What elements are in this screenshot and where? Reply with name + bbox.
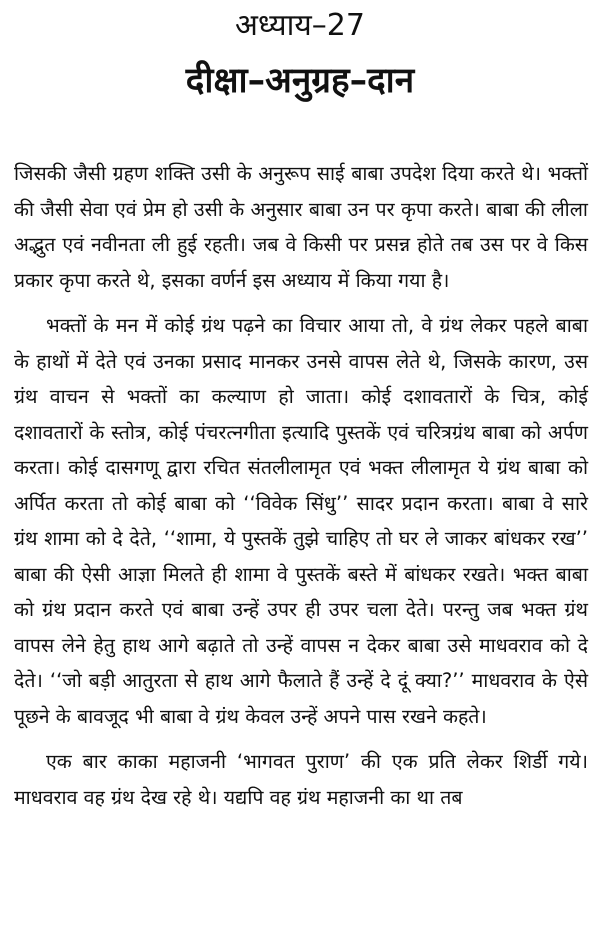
paragraph-intro: जिसकी जैसी ग्रहण शक्ति उसी के अनुरूप साई बाबा उपदेश दिया करते थे। भक्तों की जैसी सेवा एवं प्रेम हो उसी के अनुसार बाबा उन पर कृपा करते। बाबा की लीला अद्भुत एवं नवीनता ली हुई रहती। जब वे किसी पर प्रसन्न होते तब उस पर वे किस प्रकार कृपा करते थे, इसका वर्णर्न इस अध्याय में किया गया है।: [14, 162, 588, 292]
paragraph-kaka-mahajani: एक बार काका महाजनी ‘भागवत पुराण’ की एक प्रति लेकर शिर्डी गये। माधवराव वह ग्रंथ देख रहे थे। यद्यपि वह ग्रंथ महाजनी का था तब: [14, 750, 588, 809]
chapter-number: अध्याय–27: [235, 8, 365, 43]
paragraph-books-offering: भक्तों के मन में कोई ग्रंथ पढ़ने का विचार आया तो, वे ग्रंथ लेकर पहले बाबा के हाथों में देते एवं उनका प्रसाद मानकर उनसे वापस लेते थे, जिसके कारण, उस ग्रंथ वाचन से भक्तों का कल्याण हो जाता। कोई दशावतारों के चित्र, कोई दशावतारों के स्तोत्र, कोई पंचरत्नगीता इत्यादि पुस्तकें एवं चरित्रग्रंथ बाबा को अर्पण करता। कोई दासगणू द्वारा रचित संतलीलामृत एवं भक्त लीलामृत ये ग्रंथ बाबा को अर्पित करता तो कोई बाबा को ‘‘विवेक सिंधु’’ सादर प्रदान करता। बाबा वे सारे ग्रंथ शामा को दे देते, ‘‘शामा, ये पुस्तकें तुझे चाहिए तो घर ले जाकर बांधकर रख’’ बाबा की ऐसी आज्ञा मिलते ही शामा वे पुस्तकें बस्ते में बांधकर रखते। भक्त बाबा को ग्रंथ प्रदान करते एवं बाबा उन्हें उपर ही उपर चला देते। परन्तु जब भक्त ग्रंथ वापस लेने हेतु हाथ आगे बढ़ाते तो उन्हें वापस न देकर बाबा उसे माधवराव को दे देते। ‘‘जो बड़ी आतुरता से हाथ आगे फैलाते हैं उन्हें दे दूं क्या?’’ माधवराव के ऐसे पूछने के बावजूद भी बाबा वे ग्रंथ केवल उन्हें अपने पास रखने कहते।: [14, 314, 588, 728]
chapter-title: दीक्षा–अनुग्रह–दान: [185, 61, 415, 101]
chapter-body: [14, 156, 588, 825]
